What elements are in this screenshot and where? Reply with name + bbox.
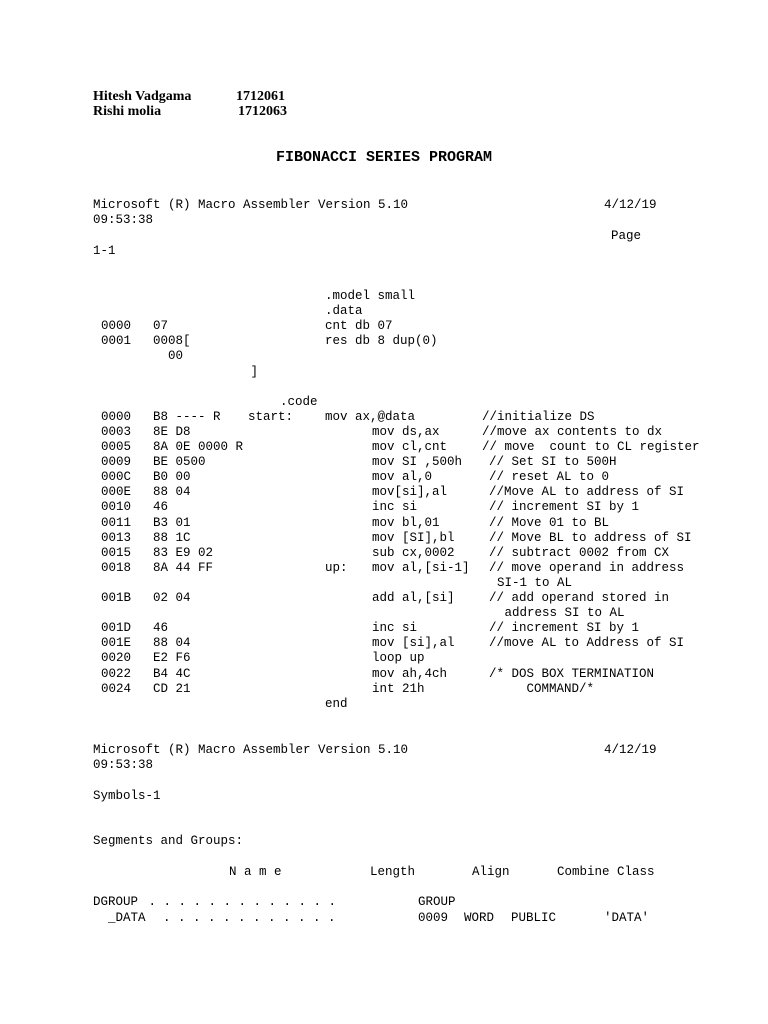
listing-instruction: cnt db 07 <box>325 319 393 334</box>
listing-comment: // reset AL to 0 <box>489 470 610 485</box>
listing-address: 0024 <box>101 681 132 696</box>
symbols-label: Symbols-1 <box>93 789 161 803</box>
listing-instruction: mov[si],al <box>372 485 448 500</box>
listing-instruction: mov [SI],bl <box>372 530 455 545</box>
listing-instruction: end <box>325 696 348 711</box>
listing-date-2: 4/12/19 <box>604 743 657 757</box>
author-id-1: 1712061 <box>236 89 285 104</box>
author-id-2: 1712063 <box>238 104 287 119</box>
listing-machine-code: 46 <box>153 500 169 515</box>
listing-address: 0009 <box>101 455 132 470</box>
listing-machine-code: 88 04 <box>153 636 191 651</box>
listing-address: 0010 <box>101 500 132 515</box>
listing-comment: // move count to CL register <box>482 440 700 454</box>
listing-instruction: int 21h <box>372 681 425 696</box>
listing-address: 000C <box>101 470 132 485</box>
listing-comment: // Move BL to address of SI <box>489 530 692 545</box>
listing-machine-code: 46 <box>153 621 169 636</box>
listing-instruction: mov [si],al <box>372 636 455 651</box>
segment-dots: . . . . . . . . . . . . <box>148 910 336 925</box>
listing-comment: COMMAND/* <box>489 681 595 696</box>
listing-instruction: mov ds,ax <box>372 424 440 439</box>
listing-address: 001B <box>101 591 132 605</box>
segment-combine: PUBLIC <box>511 910 557 925</box>
listing-machine-code: ] <box>153 364 259 379</box>
listing-address: 0018 <box>101 560 132 575</box>
listing-machine-code: 8A 0E 0000 R <box>153 440 244 454</box>
listing-machine-code: 07 <box>153 319 169 334</box>
segment-name: _DATA <box>93 910 146 925</box>
assembler-header: Microsoft (R) Macro Assembler Version 5.10 <box>93 198 409 212</box>
listing-instruction: inc si <box>372 621 418 636</box>
listing-instruction: sub cx,0002 <box>372 545 455 560</box>
listing-machine-code: 8A 44 FF <box>153 560 214 575</box>
listing-machine-code: B0 00 <box>153 470 191 485</box>
listing-instruction: mov ah,4ch <box>372 666 448 681</box>
listing-comment: // Move 01 to BL <box>489 515 610 530</box>
listing-instruction: mov al,[si-1] <box>372 560 470 575</box>
listing-address: 001D <box>101 621 132 636</box>
listing-address: 0022 <box>101 666 132 681</box>
listing-instruction: loop up <box>372 651 425 666</box>
segment-align: WORD <box>464 910 495 925</box>
listing-address: 0000 <box>101 319 132 334</box>
author-name-1: Hitesh Vadgama <box>93 89 192 104</box>
listing-instruction: mov SI ,500h <box>372 455 463 470</box>
listing-address: 0005 <box>101 440 132 454</box>
listing-address: 000E <box>101 485 132 500</box>
segment-dots: . . . . . . . . . . . . . <box>141 895 337 909</box>
listing-machine-code: B4 4C <box>153 666 191 681</box>
listing-address: 0003 <box>101 424 132 439</box>
assembler-header-2: Microsoft (R) Macro Assembler Version 5.10 <box>93 743 409 757</box>
segment-name: DGROUP <box>93 895 139 909</box>
listing-time: 09:53:38 <box>93 213 154 227</box>
listing-instruction: mov ax,@data <box>325 409 416 424</box>
listing-comment: //move ax contents to dx <box>482 424 663 439</box>
listing-comment: /* DOS BOX TERMINATION <box>489 666 655 681</box>
listing-machine-code: E2 F6 <box>153 651 191 666</box>
listing-machine-code: 83 E9 02 <box>153 545 214 560</box>
listing-comment: // move operand in address <box>489 560 685 575</box>
listing-comment: //move AL to Address of SI <box>489 636 685 651</box>
listing-address: 0013 <box>101 530 132 545</box>
listing-instruction: mov cl,cnt <box>372 440 448 454</box>
column-name: N a m e <box>229 865 282 879</box>
listing-address: 0011 <box>101 515 132 530</box>
listing-instruction: add al,[si] <box>372 591 455 605</box>
column-align: Align <box>472 865 510 879</box>
listing-instruction: .code <box>280 394 318 409</box>
listing-comment: //initialize DS <box>482 409 595 424</box>
segment-length: GROUP <box>418 895 456 909</box>
listing-time-2: 09:53:38 <box>93 758 154 772</box>
listing-machine-code: 0008[ <box>153 334 191 349</box>
listing-date: 4/12/19 <box>604 198 657 212</box>
listing-label: up: <box>325 560 348 575</box>
author-name-2: Rishi molia <box>93 104 162 119</box>
listing-comment: SI-1 to AL <box>482 575 573 590</box>
column-length: Length <box>370 865 416 879</box>
column-combine-class: Combine Class <box>557 865 655 879</box>
listing-machine-code: 00 <box>153 349 184 364</box>
listing-instruction: .model small <box>325 289 416 303</box>
segment-class: 'DATA' <box>604 910 650 925</box>
segment-length: 0009 <box>418 910 449 925</box>
listing-label: start: <box>248 409 294 424</box>
listing-comment: // Set SI to 500H <box>489 455 617 470</box>
listing-machine-code: 8E D8 <box>153 424 191 439</box>
listing-machine-code: B8 ---- R <box>153 409 221 424</box>
listing-machine-code: 02 04 <box>153 591 191 605</box>
listing-instruction: mov bl,01 <box>372 515 440 530</box>
listing-address: 0000 <box>101 409 132 424</box>
listing-comment: // increment SI by 1 <box>489 500 640 515</box>
listing-instruction: inc si <box>372 500 418 515</box>
document-title: FIBONACCI SERIES PROGRAM <box>275 149 493 166</box>
listing-machine-code: 88 1C <box>153 530 191 545</box>
listing-machine-code: BE 0500 <box>153 455 206 470</box>
listing-comment: // increment SI by 1 <box>489 621 640 636</box>
listing-address: 0015 <box>101 545 132 560</box>
listing-instruction: mov al,0 <box>372 470 433 485</box>
page-label: Page <box>611 229 642 243</box>
listing-instruction: .data <box>325 304 363 319</box>
listing-address: 0020 <box>101 651 132 666</box>
segments-heading: Segments and Groups: <box>93 834 244 848</box>
listing-machine-code: B3 01 <box>153 515 191 530</box>
listing-comment: // subtract 0002 from CX <box>489 545 670 560</box>
listing-comment: //Move AL to address of SI <box>489 485 685 500</box>
listing-address: 0001 <box>101 334 132 349</box>
listing-machine-code: 88 04 <box>153 485 191 500</box>
listing-comment: // add operand stored in <box>489 591 670 605</box>
listing-machine-code: CD 21 <box>153 681 191 696</box>
page-number: 1-1 <box>93 244 116 258</box>
listing-address: 001E <box>101 636 132 651</box>
listing-instruction: res db 8 dup(0) <box>325 334 438 349</box>
listing-comment: address SI to AL <box>482 606 625 621</box>
